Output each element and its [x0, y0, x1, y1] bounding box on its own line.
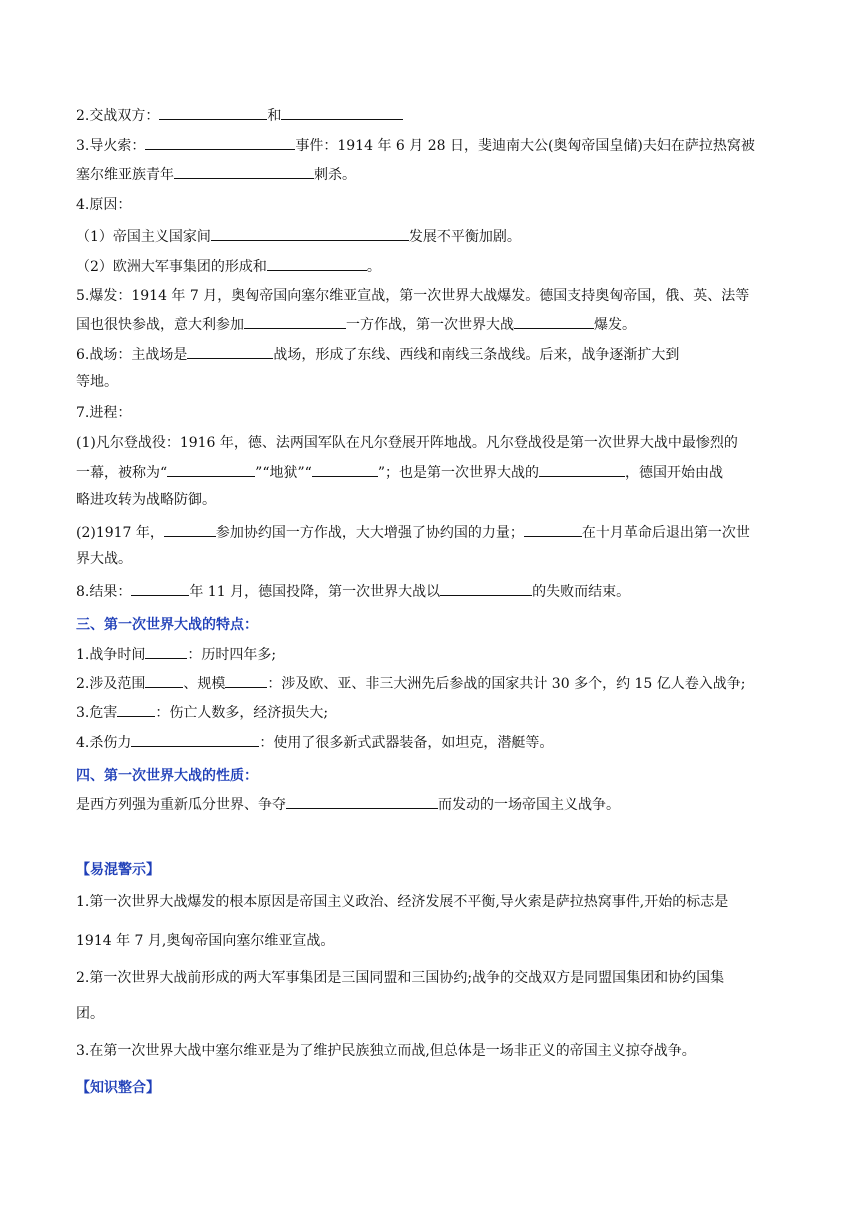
blank[interactable] [167, 461, 255, 477]
feature-3: 3.危害 ：伤亡人数多，经济损失大; [76, 701, 328, 723]
blank[interactable] [244, 313, 346, 329]
item-8-result: 8.结果： 年 11 月，德国投降，第一次世界大战以 的失败而结束。 [76, 580, 630, 602]
warning-3: 3.在第一次世界大战中塞尔维亚是为了维护民族独立而战,但总体是一场非正义的帝国主义掠夺战争。 [76, 1043, 696, 1059]
blank[interactable] [164, 521, 216, 537]
warning-1: 1.第一次世界大战爆发的根本原因是帝国主义政治、经济发展不平衡,导火索是萨拉热窝事件,开始的标志是 [76, 894, 729, 910]
blank[interactable] [539, 461, 625, 477]
blank[interactable] [440, 580, 532, 596]
warning-2-cont: 团。 [76, 1006, 104, 1022]
blank[interactable] [159, 104, 267, 120]
item-7-process: 7.进程： [76, 405, 132, 421]
blank[interactable] [286, 793, 438, 809]
item-3-trigger: 3.导火索： 事件：1914 年 6 月 28 日，斐迪南大公(奥匈帝国皇储)夫妇在萨拉热窝被 [76, 134, 755, 156]
feature-1: 1.战争时间 ：历时四年多; [76, 643, 276, 665]
blank[interactable] [131, 731, 259, 747]
item-2-combatants: 2.交战双方： 和 [76, 104, 403, 126]
item-6-battlefield-cont: 等地。 [76, 374, 118, 390]
section-3-title: 三、第一次世界大战的特点： [76, 617, 258, 633]
feature-2: 2.涉及范围 、规模 ：涉及欧、亚、非三大洲先后参战的国家共计 30 多个，约 15 亿人卷入战争; [76, 672, 746, 694]
blank[interactable] [145, 672, 183, 688]
warning-1-cont: 1914 年 7 月,奥匈帝国向塞尔维亚宣战。 [76, 933, 335, 949]
item-7-verdun: (1)凡尔登战役：1916 年，德、法两国军队在凡尔登展开阵地战。凡尔登战役是第一次世界大战中最惨烈的 [76, 435, 738, 451]
blank[interactable] [187, 343, 273, 359]
blank[interactable] [312, 461, 378, 477]
blank[interactable] [145, 643, 187, 659]
item-7-verdun-end: 略进攻转为战略防御。 [76, 492, 216, 508]
item-6-battlefield: 6.战场：主战场是 战场，形成了东线、西线和南线三条战线。后来，战争逐渐扩大到 [76, 343, 679, 365]
item-4-cause-2: （2）欧洲大军事集团的形成和 。 [76, 255, 381, 277]
blank[interactable] [174, 163, 314, 179]
item-4-cause-1: （1）帝国主义国家间 发展不平衡加剧。 [76, 225, 521, 247]
item-5-outbreak: 5.爆发：1914 年 7 月，奥匈帝国向塞尔维亚宣战，第一次世界大战爆发。德国支持奥匈帝国，俄、英、法等 [76, 288, 750, 304]
item-7-1917-cont: 界大战。 [76, 551, 132, 567]
item-3-trigger-cont: 塞尔维亚族青年 刺杀。 [76, 163, 356, 185]
item-7-1917: (2)1917 年， 参加协约国一方作战，大大增强了协约国的力量； 在十月革命后退出第一次世 [76, 521, 750, 543]
knowledge-integration-title: 【知识整合】 [76, 1080, 160, 1096]
blank[interactable] [267, 255, 367, 271]
section-4-title: 四、第一次世界大战的性质： [76, 768, 258, 784]
blank[interactable] [281, 104, 403, 120]
blank[interactable] [131, 580, 189, 596]
blank[interactable] [117, 701, 155, 717]
item-5-outbreak-cont: 国也很快参战，意大利参加 一方作战，第一次世界大战 爆发。 [76, 313, 636, 335]
item-4-causes: 4.原因： [76, 197, 132, 213]
blank[interactable] [225, 672, 267, 688]
item-7-verdun-cont: 一幕，被称为“ ”“地狱”“ ”；也是第一次世界大战的 ，德国开始由战 [76, 461, 723, 483]
confusion-warning-title: 【易混警示】 [76, 862, 160, 878]
blank[interactable] [211, 225, 409, 241]
feature-4: 4.杀伤力 ：使用了很多新式武器装备，如坦克，潜艇等。 [76, 731, 553, 753]
warning-2: 2.第一次世界大战前形成的两大军事集团是三国同盟和三国协约;战争的交战双方是同盟国集团和协约国集 [76, 970, 725, 986]
blank[interactable] [514, 313, 594, 329]
blank[interactable] [524, 521, 582, 537]
blank[interactable] [145, 134, 295, 150]
nature-text: 是西方列强为重新瓜分世界、争夺 而发动的一场帝国主义战争。 [76, 793, 620, 815]
